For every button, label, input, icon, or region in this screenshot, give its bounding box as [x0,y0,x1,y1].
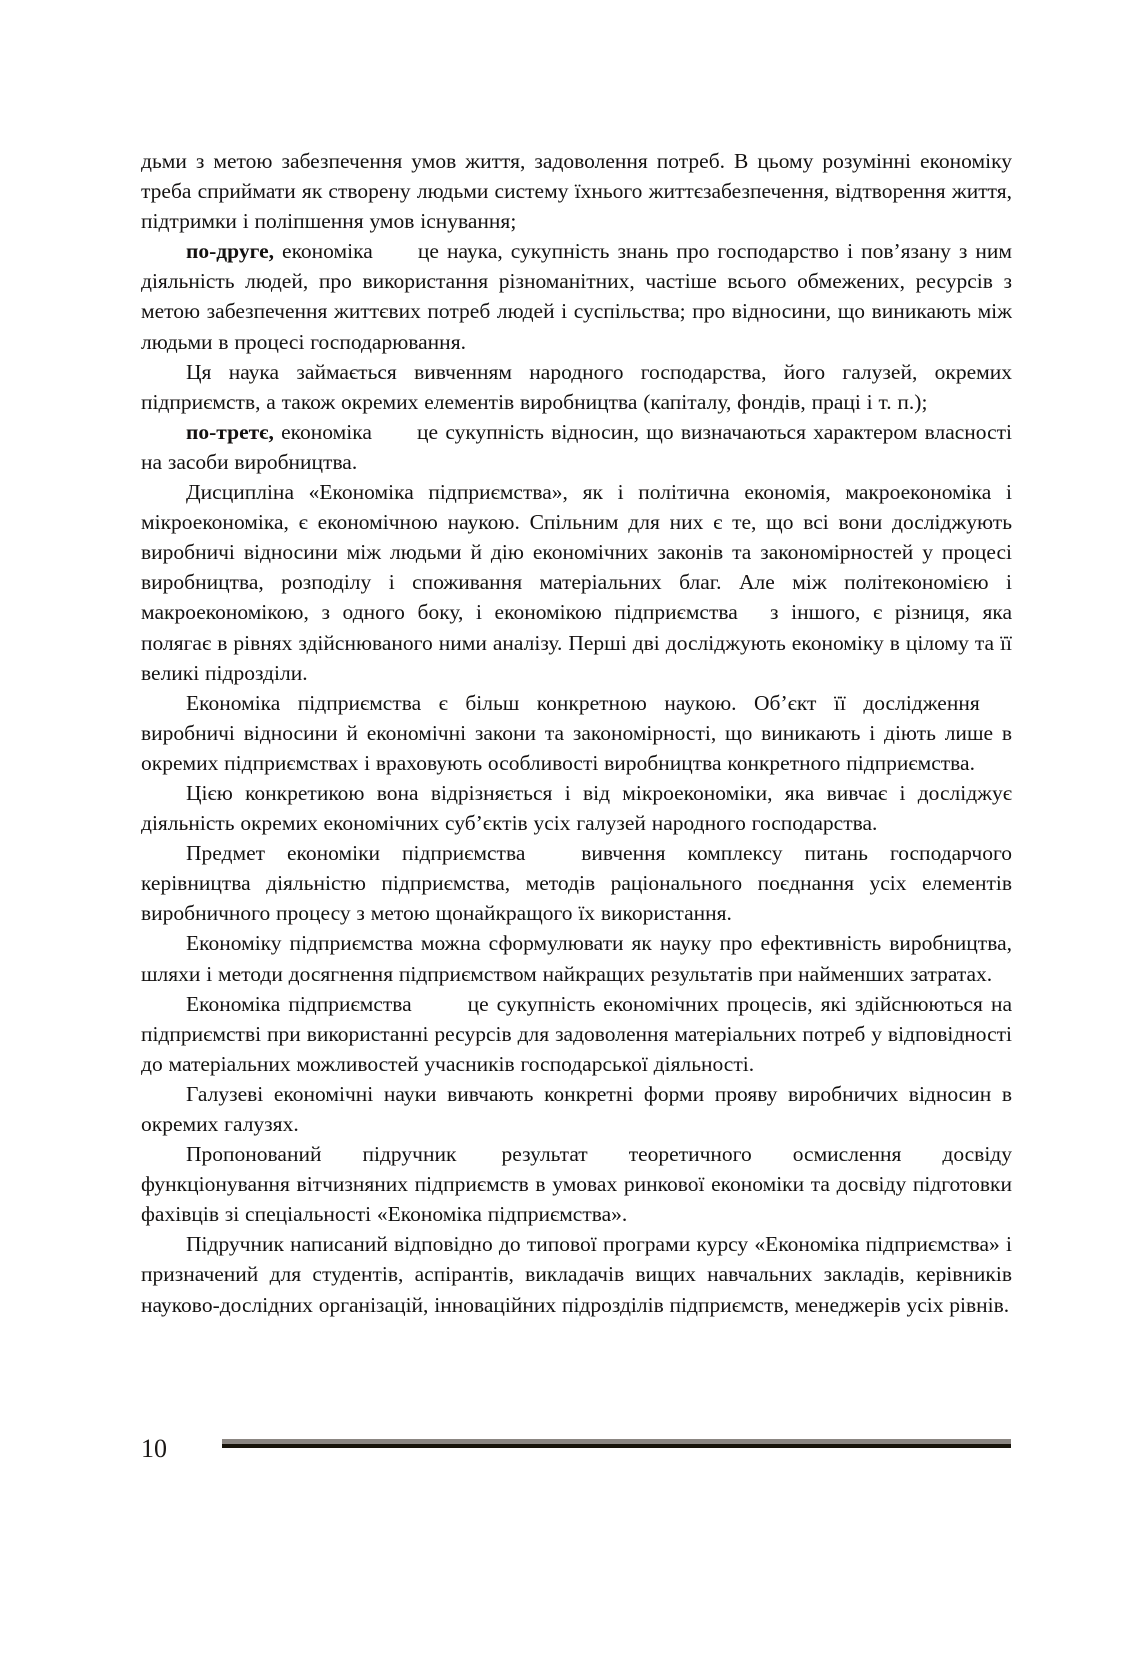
paragraph-scope-of-science: Ця наука займається вивченням народного господарства, його галузей, окремих підприємств, а також окремих елементів виробництва (капіталу, фондів, праці і т. п.); [141,359,1012,414]
body-text-column [141,146,1012,1320]
paragraph-branch-sciences: Галузеві економічні науки вивчають конкретні форми прояву виробничих відносин в окремих галузях. [141,1081,1012,1136]
paragraph-continuation: дьми з метою забезпечення умов життя, задоволення потреб. В цьому розумінні економіку треба сприймати як створену людьми систему їхнього життєзабезпечення, відтворення життя, підтримки і поліпшення умов існування; [141,149,1012,234]
paragraph-text-after-dash: з іншого, є різниця, яка полягає в рівнях здійснюваного ними аналізу. Перші дві досліджують економіку в цілому та її великі підрозділи. [141,600,1012,685]
footer-divider-rule [222,1439,1011,1448]
paragraph-set-of-processes [141,989,1012,1079]
paragraph-text-before-dash: економіка [273,419,372,444]
paragraph-text-after-dash: це сукупність відносин, що визначаються характером власності на засоби виробництва. [141,419,1013,474]
paragraph-proposed-textbook [141,1139,1012,1229]
paragraph-text-after-dash: вивчення комплексу питань господарчого керівництва діяльністю підприємства, методів раціонального поєднання усіх елементів виробничного процесу з метою щонайкращого їх використання. [141,841,1012,926]
paragraph-po-druge [141,236,1012,356]
paragraph-text-before-dash: Предмет економіки підприємства [186,841,526,866]
paragraph-po-tretje [141,417,1012,477]
footer-rule-black-band [222,1444,1011,1448]
page-number: 10 [141,1434,167,1463]
paragraph-efficiency-science: Економіку підприємства можна сформулювати як науку про ефективність виробництва, шляхи і методи досягнення підприємством найкращих результатів при найменших затратах. [141,931,1012,986]
paragraph-text-after-dash: результат теоретичного осмислення досвіду функціонування вітчизняних підприємств в умовах ринкової економіки та досвіду підготовки фахівців зі спеціальності «Економіка підприємства». [141,1142,1012,1227]
paragraph-text-before-dash: Дисципліна «Економіка підприємства», як і політична економія, макроекономіка і мікроекономіка, є економічною наукою. Спільним для них є те, що всі вони досліджують виробничі відносини між людьми й дію економічних законів та закономірностей у процесі виробництва, розподілу і споживання матеріальних благ. Але між політекономією і макроекономікою, з одного боку, і економікою підприємства [141,480,1012,625]
paragraph-audience: Підручник написаний відповідно до типової програми курсу «Економіка підприємства» і призначений для студентів, аспірантів, викладачів вищих навчальних закладів, керівників науково-дослідних організацій, інноваційних підрозділів підприємств, менеджерів усіх рівнів. [141,1232,1012,1317]
paragraph-text-before-dash: Пропонований підручник [186,1142,457,1167]
page-footer [0,1428,1142,1488]
lead-in-po-tretje: по-третє, [186,419,274,444]
paragraph-text-after-dash: виробничі відносини й економічні закони та закономірності, що виникають і діють лише в окремих підприємствах і враховують особливості виробництва конкретного підприємства. [141,720,1012,775]
paragraph-microeconomics-difference: Цією конкретикою вона відрізняється і від мікроекономіки, яка вивчає і досліджує діяльність окремих економічних суб’єктів усіх галузей народного господарства. [141,780,1012,836]
paragraph-text-after-dash: це наука, сукупність знань про господарство і пов’язану з ним діяльність людей, про використання різноманітних, частіше всього обмежених, ресурсів з метою забезпечення життєвих потреб людей і суспільства; про відносини, що виникають між людьми в процесі господарювання. [141,239,1013,354]
lead-in-po-druge: по-друге, [186,239,274,264]
paragraph-text-before-dash: економіка [274,239,373,264]
paragraph-text-before-dash: Економіка підприємства [186,991,412,1016]
paragraph-discipline [141,477,1012,688]
paragraph-text-after-dash: це сукупність економічних процесів, які здійснюються на підприємстві при використанні ресурсів для задоволення матеріальних потреб у відповідності до матеріальних можливостей учасників господарської діяльності. [141,991,1012,1076]
paragraph-subject-of-economics [141,838,1012,928]
paragraph-text-before-dash: Економіка підприємства є більш конкретною наукою. Об’єкт її дослідження [186,690,980,715]
paragraph-object-of-research [141,688,1012,778]
